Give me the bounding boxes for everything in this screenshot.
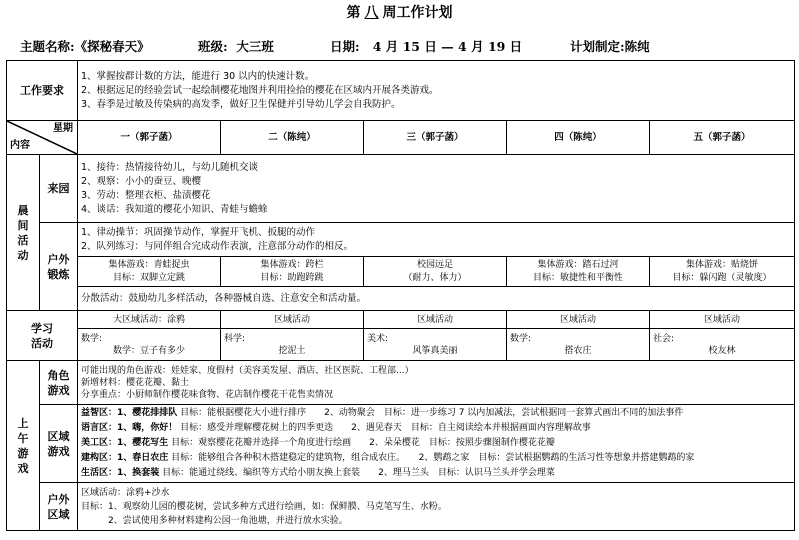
area-activity: 区域活动 — [650, 311, 795, 329]
group-game: 校园远足 （耐力、体力） — [364, 257, 507, 287]
subject-cell: 数学: 数学：豆子有多少 — [78, 329, 221, 361]
area-activity: 区域活动 — [364, 311, 507, 329]
area-row: 语言区：1、嗨，你好！ 目标：感受并理解樱花树上的四季更迭 2、遇见春天 目标：自主阅读绘本并根据画面内容理解故事 — [81, 423, 591, 433]
day-header: 三（郭子菡） — [364, 121, 507, 155]
area-row: 建构区：1、春日农庄 目标：能够组合各种积木搭建稳定的建筑物，组合成农庄。 2、鹦鹉之家 目标：尝试根据鹦鹉的生活习性等想象并搭建鹦鹉的家 — [81, 453, 695, 463]
group-game: 集体游戏：贴烧饼 目标：躲闪跑（灵敏度） — [650, 257, 795, 287]
area-row: 美工区：1、樱花写生 目标：观察樱花花瓣并选择一个角度进行绘画 2、朵朵樱花 目标：按照步骤图制作樱花花瓣 — [81, 438, 555, 448]
learning-activity-label: 学习活动 — [7, 311, 78, 361]
subject-cell: 社会: 校友林 — [650, 329, 795, 361]
work-requirements-label: 工作要求 — [7, 61, 78, 121]
day-header: 五（郭子菡） — [650, 121, 795, 155]
outdoor-area-content: 区域活动：涂鸦+沙水 目标：1、观察幼儿园的樱花树，尝试多种方式进行绘画，如：保鲜膜、马克笔写生、水粉。 2、尝试使用多种材料建构公园一角池塘，并进行放水实验。 — [78, 483, 795, 531]
week-plan-table — [6, 60, 795, 531]
area-games-content — [78, 405, 795, 483]
author-field: 计划制定:陈纯 — [570, 39, 650, 54]
scattered-activity: 分散活动：鼓励幼儿多样活动，各种器械自选、注意安全和活动量。 — [78, 287, 795, 311]
subject-cell: 科学: 挖泥土 — [221, 329, 364, 361]
group-game: 集体游戏：踏石过河 目标：敏捷性和平衡性 — [507, 257, 650, 287]
area-row: 生活区：1、换套装 目标：能通过绕线、编织等方式给小朋友换上套装 2、理马兰头 目标：认识马兰头并学会理菜 — [81, 468, 555, 478]
week-content-corner: 星期 内容 — [7, 121, 78, 155]
subject-cell: 美术: 风筝真美丽 — [364, 329, 507, 361]
subject-cell: 数学: 搭农庄 — [507, 329, 650, 361]
role-play-content: 可能出现的角色游戏：娃娃家、度假村（美容美发屋、酒店、社区医院、工程部...） 新增材料：樱花花瓣、黏土 分享重点：小厨师制作樱花味食物、花店制作樱花干花售卖情况 — [78, 361, 795, 405]
morning-games-label: 上午游戏 — [7, 361, 40, 531]
theme-field: 主题名称:《探秘春天》 — [20, 39, 150, 54]
outdoor-area-label: 户外区域 — [40, 483, 78, 531]
page-title: 第 八 周工作计划 — [346, 5, 453, 21]
area-activity: 大区域活动：涂鸦 — [78, 311, 221, 329]
day-header: 四（陈纯） — [507, 121, 650, 155]
area-row: 益智区：1、樱花排排队 目标：能根据樱花大小进行排序 2、动物聚会 目标：进一步练习 7 以内加减法，尝试根据同一套算式画出不同的加法事件 — [81, 408, 684, 418]
area-games-label: 区域游戏 — [40, 405, 78, 483]
area-activity: 区域活动 — [221, 311, 364, 329]
day-header: 二（陈纯） — [221, 121, 364, 155]
date-field: 日期: 4 月 15 日 — 4 月 19 日 — [330, 39, 523, 54]
arrival-content: 1、接待：热情接待幼儿，与幼儿随机交谈 2、观察：小小的蚕豆、晚樱 3、劳动：整理衣柜、盐渍樱花 4、谈话：我知道的樱花小知识、青蛙与蟾蜍 — [78, 155, 795, 223]
day-header: 一（郭子菡） — [78, 121, 221, 155]
arrival-label: 来园 — [40, 155, 78, 223]
morning-activity-label: 晨间活动 — [7, 155, 40, 311]
work-requirements: 1、掌握按群计数的方法，能进行 30 以内的快速计数。 2、根据远足的经验尝试一起绘制樱花地图并利用捡拾的樱花在区域内开展各类游戏。 3、春季是过敏及传染病的高发季，做好卫生保健并引导幼儿学会自我防护。 — [78, 61, 795, 121]
group-game: 集体游戏：跨栏 目标：助跑跨跳 — [221, 257, 364, 287]
group-game: 集体游戏：青蛙捉虫 目标：双脚立定跳 — [78, 257, 221, 287]
outdoor-exercise-content: 1、律动操节：巩固操节动作，掌握开飞机、扳腿的动作 2、队列练习：与同伴组合完成动作表演，注意部分动作的相反。 — [78, 223, 795, 257]
outdoor-exercise-label: 户外锻炼 — [40, 223, 78, 311]
role-play-label: 角色游戏 — [40, 361, 78, 405]
area-activity: 区域活动 — [507, 311, 650, 329]
class-field: 班级: 大三班 — [198, 39, 274, 54]
